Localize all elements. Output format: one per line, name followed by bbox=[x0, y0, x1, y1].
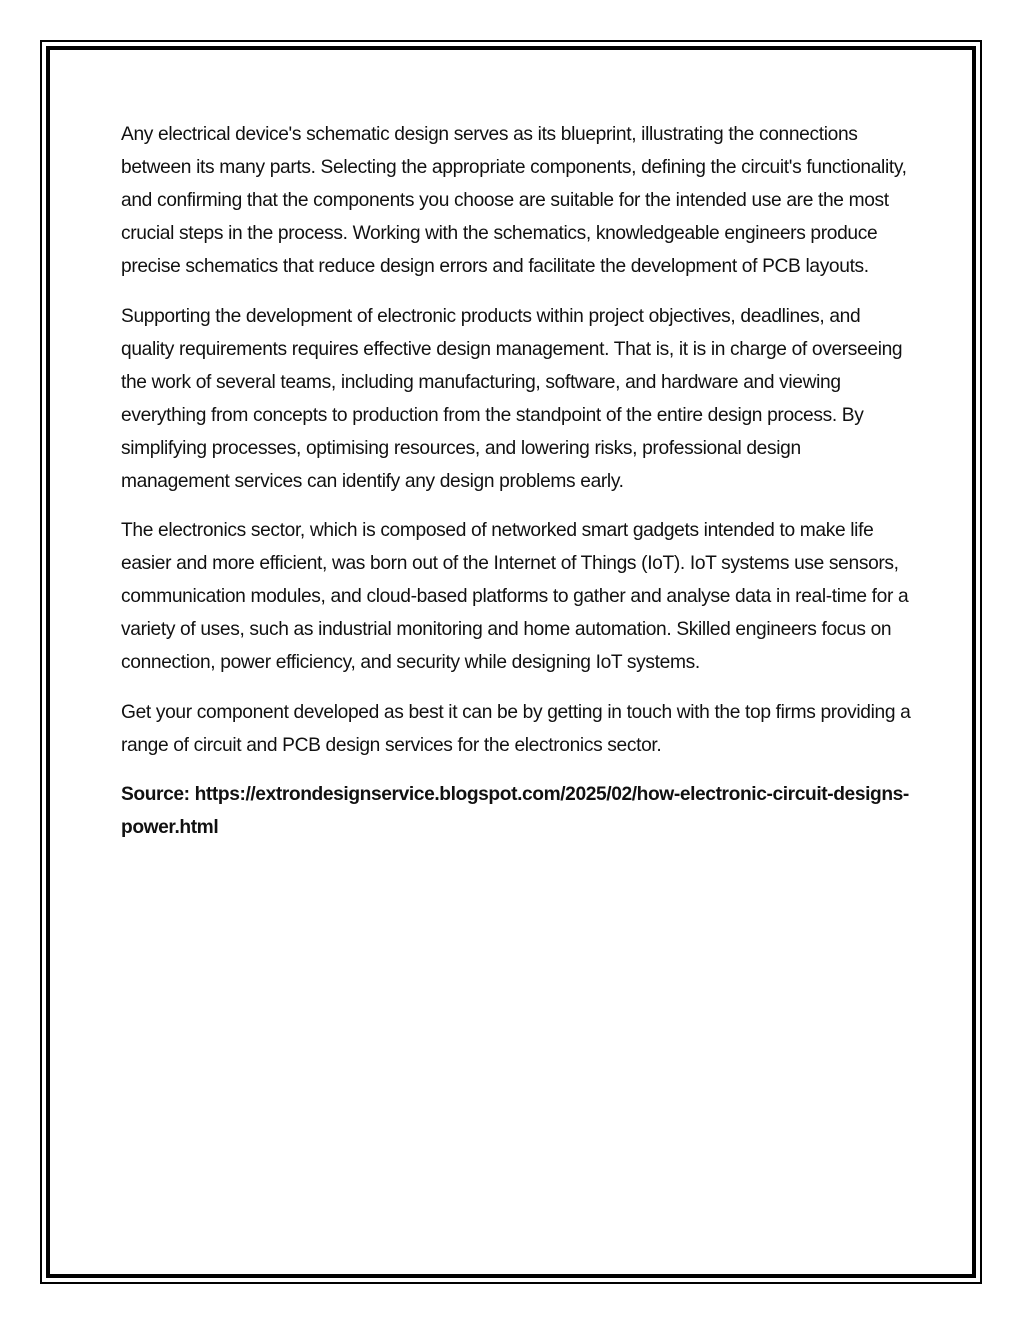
paragraph-design-management: Supporting the development of electronic products within project objectives, deadlines, and quality requirements requires effective design management. That is, it is in charge of overseeing the work of several teams, including manufacturing, software, and hardware and viewing everything from concepts to production from the standpoint of the entire design process. By simplifying processes, optimising resources, and lowering risks, professional design management services can identify any design problems early. bbox=[121, 305, 903, 492]
paragraph-schematic-design: Any electrical device's schematic design serves as its blueprint, illustrating the connections between its many parts. Selecting the appropriate components, defining the circuit's functionality, and confirming that the components you choose are suitable for the intended use are the most crucial steps in the process. Working with the schematics, knowledgeable engineers produce precise schematics that reduce design errors and facilitate the development of PCB layouts. bbox=[121, 124, 907, 277]
source-link-text: Source: https://extrondesignservice.blogspot.com/2025/02/how-electronic-circuit-designs-power.html bbox=[121, 784, 909, 838]
paragraph-iot: The electronics sector, which is composed of networked smart gadgets intended to make life easier and more efficient, was born out of the Internet of Things (IoT). IoT systems use sensors, communication modules, and cloud-based platforms to gather and analyse data in real-time for a variety of uses, such as industrial monitoring and home automation. Skilled engineers focus on connection, power efficiency, and security while designing IoT systems. bbox=[121, 520, 909, 673]
paragraph-call-to-action: Get your component developed as best it can be by getting in touch with the top firms providing a range of circuit and PCB design services for the electronics sector. bbox=[121, 701, 911, 756]
document-body bbox=[121, 118, 911, 844]
